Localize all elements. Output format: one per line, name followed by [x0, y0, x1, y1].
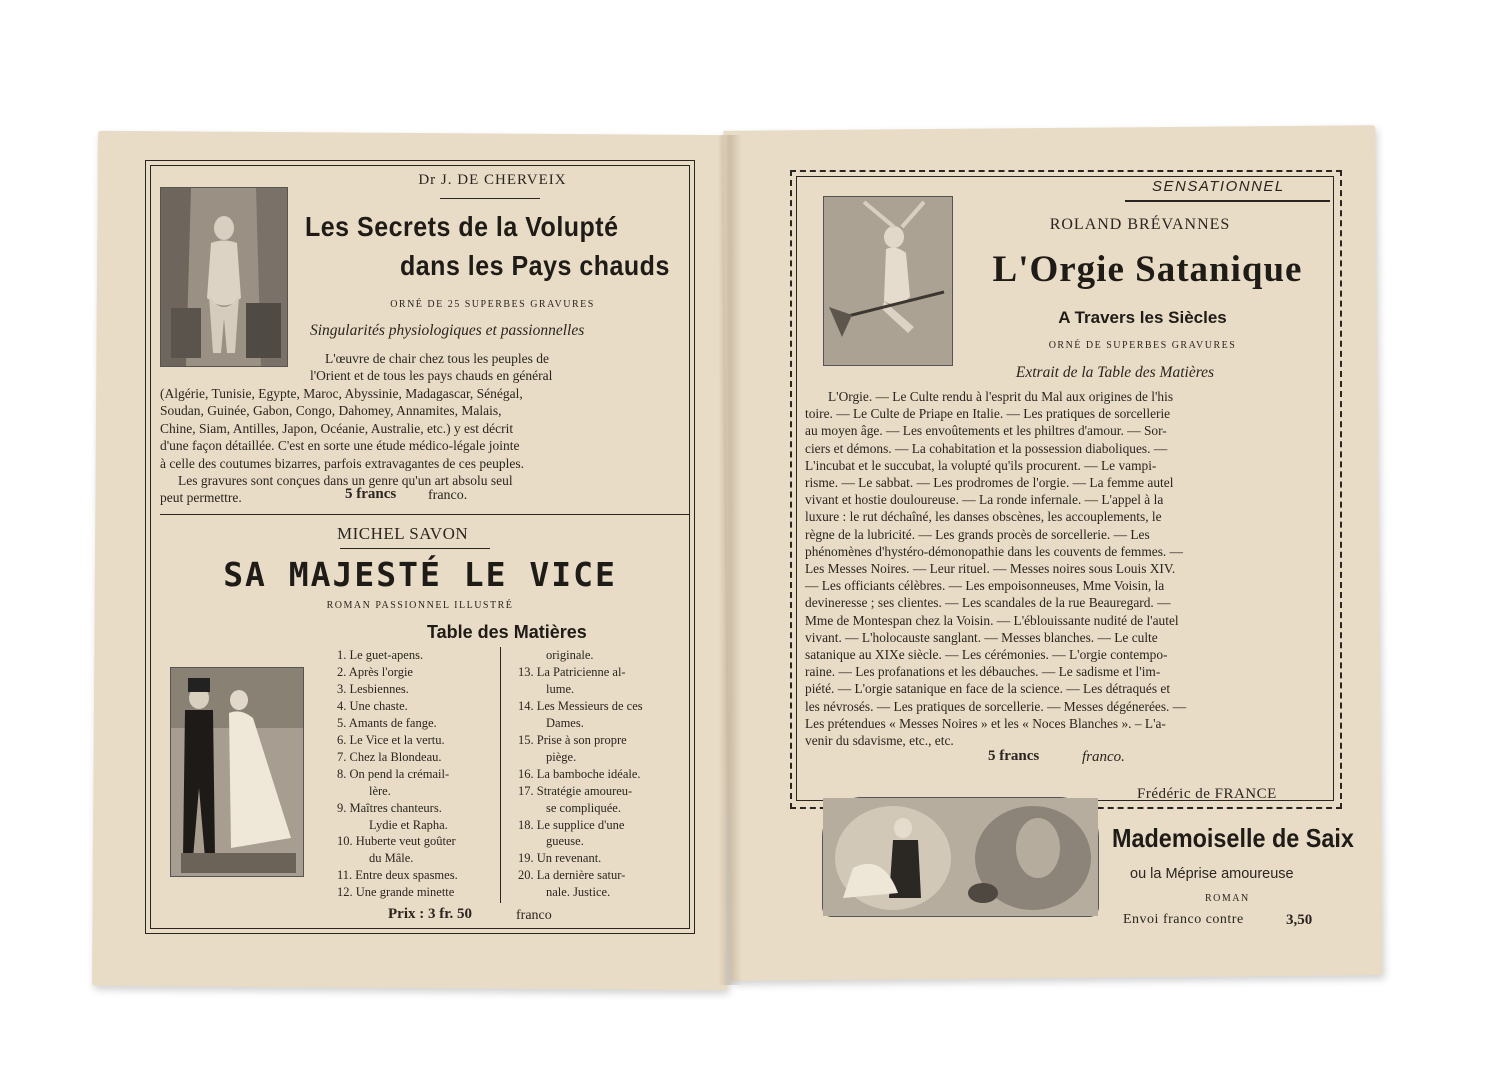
ad2-price: Prix : 3 fr. 50: [388, 906, 473, 922]
ad3-body-line: — Les officiants célèbres. — Les empoisonneuses, Mme Voisin, la: [805, 578, 1165, 594]
toc-entry: piège.: [546, 749, 577, 764]
ad3-body: [805, 388, 1327, 749]
toc-entry: 16. La bamboche idéale.: [518, 766, 641, 781]
toc-column-divider: [500, 647, 501, 903]
ad3-body-line: vivant et hostie douloureuse. — La ronde infernale. — L'appel à la: [805, 492, 1164, 508]
ad3-body-line: vivant. — L'holocauste sanglant. — Messes blanches. — Le culte: [805, 629, 1158, 645]
toc-entry: originale.: [546, 648, 594, 662]
toc-entry: lume.: [546, 681, 575, 696]
ad1-body-line-8: Les gravures sont conçues dans un genre qu'un art absolu seul: [178, 473, 513, 488]
ad1-author-rule: [440, 198, 540, 199]
ad3-extract-heading: Extrait de la Table des Matières: [1015, 364, 1215, 381]
ad1-last-line: peut permettre.: [160, 490, 242, 505]
ad2-author: MICHEL SAVON: [337, 524, 469, 543]
toc-entry: 14. Les Messieurs de ces: [518, 698, 643, 713]
ad1-body-line-1: L'œuvre de chair chez tous les peuples de: [325, 351, 549, 366]
toc-entry: 6. Le Vice et la vertu.: [337, 732, 445, 747]
toc-entry: 13. La Patricienne al-: [518, 664, 626, 679]
banner-sensationnel: SENSATIONNEL: [1152, 178, 1285, 195]
ad2-toc-heading: Table des Matières: [427, 622, 587, 642]
engraving-witch-broom: [823, 196, 953, 366]
ad2-price-suffix: franco: [516, 908, 552, 923]
ad3-body-line: au moyen âge. — Les envoûtements et les philtres d'amour. — Sor-: [805, 423, 1167, 439]
ad3-price: 5 francs: [988, 748, 1040, 764]
ad3-body-line: luxure : le rut déchaîné, les danses obscènes, les accouplements, le: [805, 509, 1162, 525]
toc-entry: 11. Entre deux spasmes.: [337, 868, 458, 883]
ad4-author: Frédéric de FRANCE: [1137, 786, 1277, 802]
ad1-title-line1: Les Secrets de la Volupté: [305, 211, 619, 243]
toc-entry: Lydie et Rapha.: [369, 817, 448, 832]
toc-entry: nale. Justice.: [546, 885, 611, 900]
ad3-title: L'Orgie Satanique: [992, 249, 1303, 290]
ad1-ornament: ORNÉ DE 25 SUPERBES GRAVURES: [390, 299, 595, 310]
ad3-body-line: Mme de Montespan chez la Voisin. — L'éblouissante nudité de l'autel: [805, 612, 1179, 628]
ad3-body-line: devineresse ; ses clientes. — Les scandales de la rue Beauregard. —: [805, 595, 1171, 611]
ad4-price: 3,50: [1286, 912, 1313, 928]
engraving-nude-back: [160, 187, 288, 367]
ad3-body-line: raine. — Les profanations et les débauches. — Le sadisme et l'im-: [805, 664, 1161, 680]
ad1-body-line-7: à celle des coutumes bizarres, parfois extravagantes de ces peuples.: [160, 456, 524, 471]
ad3-body-line: satanique au XIXe siècle. — Les cérémonies. — L'orgie contempo-: [805, 647, 1168, 663]
ad3-body-line: risme. — Le sabbat. — Les prodromes de l'orgie. — La femme autel: [805, 475, 1174, 491]
ad1-body-line-2: l'Orient et de tous les pays chauds en général: [310, 368, 553, 383]
toc-entry: 17. Stratégie amoureu-: [518, 783, 633, 798]
book-gutter: [718, 135, 742, 985]
ad1-title-line2: dans les Pays chauds: [400, 250, 670, 282]
toc-entry: gueuse.: [546, 834, 584, 849]
ad3-subtitle: A Travers les Siècles: [1058, 308, 1227, 327]
toc-entry: 2. Après l'orgie: [337, 664, 413, 679]
left-section-divider: [160, 514, 690, 515]
ad4-price-text: Envoi franco contre: [1123, 912, 1244, 927]
ad3-body-line: L'Orgie. — Le Culte rendu à l'esprit du Mal aux origines de l'his: [828, 389, 1174, 404]
ad3-body-line: L'incubat et le succubat, la volupté qu'ils procurent. — Le vampi-: [805, 457, 1157, 473]
ad3-body-line: règne de la lubricité. — Les grands procès de sorcellerie. — Les: [805, 526, 1150, 542]
toc-entry: 18. Le supplice d'une: [518, 817, 625, 832]
engraving-couple: [170, 667, 304, 877]
toc-entry: lère.: [369, 783, 391, 798]
ad3-body-line: Les prétendues « Messes Noires » et les « Noces Blanches ». – L'a-: [805, 715, 1166, 731]
ad1-author: Dr J. DE CHERVEIX: [418, 172, 567, 188]
ad3-ornament: ORNÉ DE SUPERBES GRAVURES: [1048, 340, 1237, 351]
ad1-price-suffix: franco.: [428, 488, 468, 503]
toc-entry: Dames.: [546, 715, 584, 730]
toc-entry: 19. Un revenant.: [518, 851, 602, 866]
ad3-body-line: phénomènes d'hystéro-démonopathie dans les couvents de femmes. —: [805, 543, 1183, 559]
ad4-subtitle: ou la Méprise amoureuse: [1130, 866, 1294, 882]
ad3-body-line: toire. — Le Culte de Priape en Italie. — Les pratiques de sorcellerie: [805, 406, 1171, 422]
ad3-price-suffix: franco.: [1082, 749, 1125, 765]
ad3-author: ROLAND BRÉVANNES: [1049, 216, 1231, 233]
toc-entry: du Mâle.: [369, 851, 414, 866]
toc-entry: 4. Une chaste.: [337, 698, 408, 713]
toc-entry: 5. Amants de fange.: [337, 715, 437, 730]
ad2-toc-column-2: [518, 647, 686, 901]
ad4-title: Mademoiselle de Saix: [1112, 823, 1354, 853]
ad1-body-line-5: Chine, Siam, Antilles, Japon, Océanie, Australie, etc.) y est décrit: [160, 421, 514, 436]
ad1-subtitle: Singularités physiologiques et passionnelles: [310, 322, 585, 339]
toc-entry: 1. Le guet-apens.: [337, 648, 424, 662]
ad3-body-line: Les Messes Noires. — Leur rituel. — Messes noires sous Louis XIV.: [805, 561, 1176, 577]
ad2-author-rule: [340, 548, 490, 549]
ad1-body-line-3: (Algérie, Tunisie, Egypte, Maroc, Abyssinie, Madagascar, Sénégal,: [160, 386, 523, 401]
ad2-toc-column-1: [337, 647, 497, 901]
toc-entry: 3. Lesbiennes.: [337, 681, 409, 696]
ad3-body-line: les névrosés. — Les pratiques de sorcellerie. — Messes dégénerées. —: [805, 698, 1187, 714]
toc-entry: 12. Une grande minette: [337, 885, 455, 900]
toc-entry: 15. Prise à son propre: [518, 732, 627, 747]
toc-entry: 7. Chez la Blondeau.: [337, 749, 442, 764]
ad1-price: 5 francs: [345, 486, 397, 502]
ad3-body-line: venir du sdavisme, etc., etc.: [805, 733, 954, 749]
toc-entry: 20. La dernière satur-: [518, 868, 626, 883]
ad4-genre: ROMAN: [1205, 893, 1250, 904]
ad1-body-line-4: Soudan, Guinée, Gabon, Congo, Dahomey, Annamites, Malais,: [160, 403, 502, 418]
toc-entry: 10. Huberte veut goûter: [337, 834, 456, 849]
ad2-subtitle: ROMAN PASSIONNEL ILLUSTRÉ: [326, 600, 514, 611]
toc-entry: se compliquée.: [546, 800, 621, 815]
ad3-body-line: piété. — L'orgie satanique en face de la science. — Les détraqués et: [805, 681, 1171, 697]
ad2-title: SA MAJESTÉ LE VICE: [223, 555, 617, 594]
engraving-couple-oval: [822, 797, 1099, 917]
ad1-body-line-6: d'une façon détaillée. C'est en sorte une étude médico-légale jointe: [160, 438, 520, 453]
ad3-body-line: ciers et démons. — La cohabitation et la possession diaboliques. —: [805, 440, 1168, 456]
toc-entry: 8. On pend la crémail-: [337, 766, 450, 781]
toc-entry: 9. Maîtres chanteurs.: [337, 800, 442, 815]
